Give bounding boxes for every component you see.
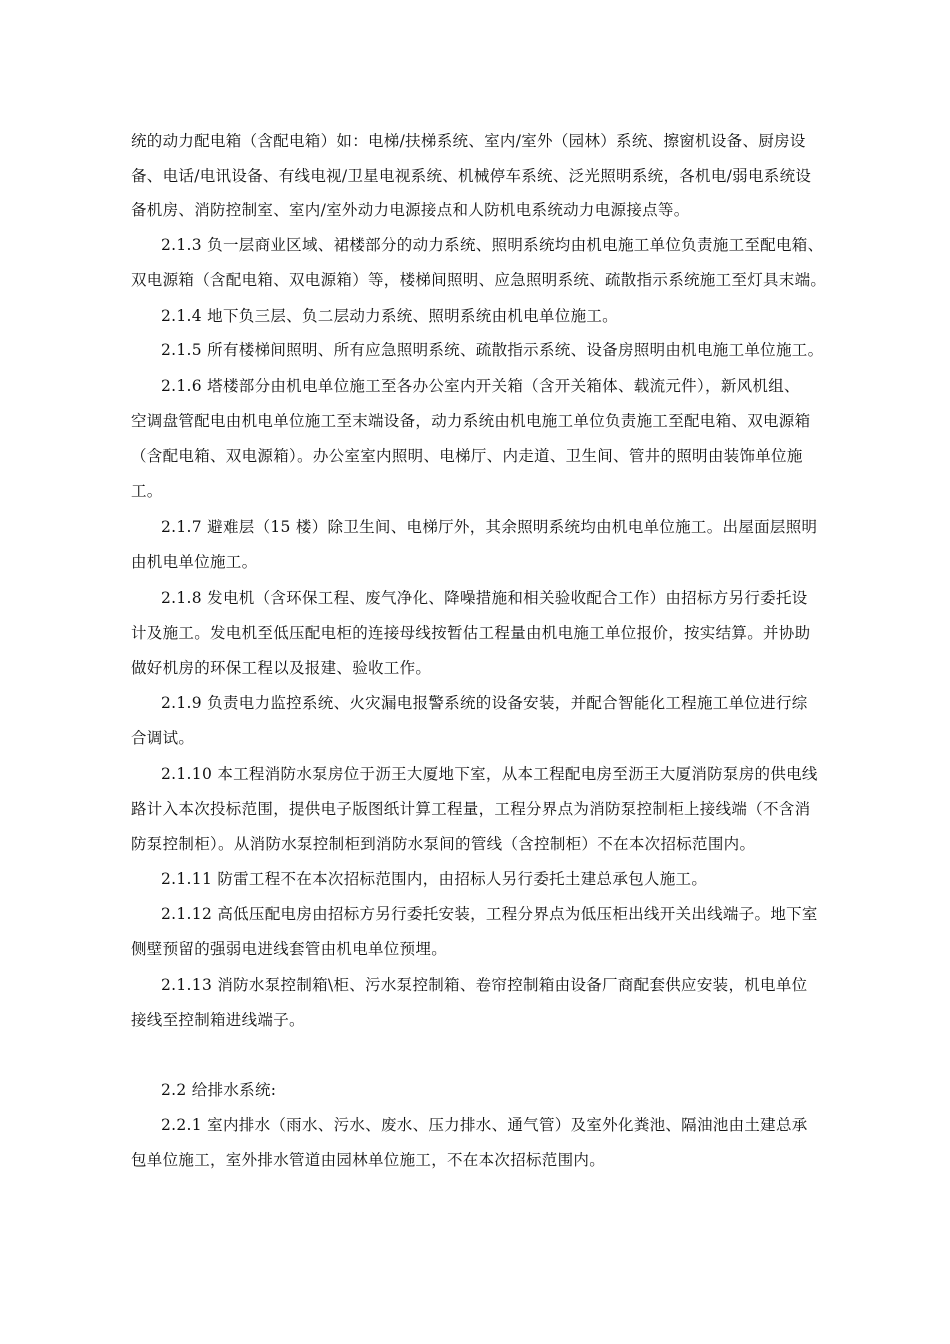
text-line: 2.1.10 本工程消防水泵房位于沥王大厦地下室，从本工程配电房至沥王大厦消防泵房的供电线 [161, 765, 818, 783]
text-line: 2.1.11 防雷工程不在本次招标范围内，由招标人另行委托土建总承包人施工。 [161, 870, 708, 888]
text-line: 备机房、消防控制室、室内/室外动力电源接点和人防机电系统动力电源接点等。 [131, 201, 690, 219]
text-line: 2.1.3 负一层商业区域、裙楼部分的动力系统、照明系统均由机电施工单位负责施工至配电箱、 [161, 236, 824, 254]
text-line: 计及施工。发电机至低压配电柜的连接母线按暂估工程量由机电施工单位报价，按实结算。并协助 [131, 624, 811, 642]
text-line: 统的动力配电箱（含配电箱）如：电梯/扶梯系统、室内/室外（园林）系统、擦窗机设备、厨房设 [131, 132, 806, 150]
text-line: 空调盘管配电由机电单位施工至末端设备，动力系统由机电施工单位负责施工至配电箱、双电源箱 [131, 412, 811, 430]
text-line: 2.1.12 高低压配电房由招标方另行委托安装，工程分界点为低压柜出线开关出线端子。地下室 [161, 905, 818, 923]
text-line: 双电源箱（含配电箱、双电源箱）等，楼梯间照明、应急照明系统、疏散指示系统施工至灯具末端。 [131, 271, 827, 289]
text-line: 2.1.9 负责电力监控系统、火灾漏电报警系统的设备安装，并配合智能化工程施工单位进行综 [161, 694, 808, 712]
text-line: 合调试。 [131, 729, 195, 747]
text-line: 防泵控制柜）。从消防水泵控制柜到消防水泵间的管线（含控制柜）不在本次招标范围内。 [131, 835, 756, 853]
section-heading: 2.2 给排水系统: [161, 1081, 277, 1099]
text-line: 2.1.6 塔楼部分由机电单位施工至各办公室内开关箱（含开关箱体、载流元件），新风机组、 [161, 377, 800, 395]
text-line: 由机电单位施工。 [131, 553, 258, 571]
text-line: 做好机房的环保工程以及报建、验收工作。 [131, 659, 432, 677]
text-line: 工。 [131, 482, 163, 500]
text-line: 侧壁预留的强弱电进线套管由机电单位预埋。 [131, 940, 448, 958]
text-line: 2.2.1 室内排水（雨水、污水、废水、压力排水、通气管）及室外化粪池、隔油池由土建总承 [161, 1116, 808, 1134]
text-line: 路计入本次投标范围，提供电子版图纸计算工程量，工程分界点为消防泵控制柜上接线端（不含消 [131, 800, 811, 818]
text-line: 包单位施工，室外排水管道由园林单位施工，不在本次招标范围内。 [131, 1151, 606, 1169]
text-line: 2.1.8 发电机（含环保工程、废气净化、降噪措施和相关验收配合工作）由招标方另行委托设 [161, 589, 808, 607]
text-line: （含配电箱、双电源箱）。办公室室内照明、电梯厅、内走道、卫生间、管井的照明由装饰单位施 [131, 447, 803, 465]
text-line: 2.1.7 避难层（15 楼）除卫生间、电梯厅外，其余照明系统均由机电单位施工。出屋面层照明 [161, 518, 818, 536]
text-line: 2.1.4 地下负三层、负二层动力系统、照明系统由机电单位施工。 [161, 307, 618, 325]
text-line: 2.1.5 所有楼梯间照明、所有应急照明系统、疏散指示系统、设备房照明由机电施工单位施工。 [161, 341, 824, 359]
text-line: 接线至控制箱进线端子。 [131, 1011, 305, 1029]
text-line: 2.1.13 消防水泵控制箱\柜、污水泵控制箱、卷帘控制箱由设备厂商配套供应安装，机电单位 [161, 976, 808, 994]
text-line: 备、电话/电讯设备、有线电视/卫星电视系统、机械停车系统、泛光照明系统，各机电/弱电系统设 [131, 167, 812, 185]
